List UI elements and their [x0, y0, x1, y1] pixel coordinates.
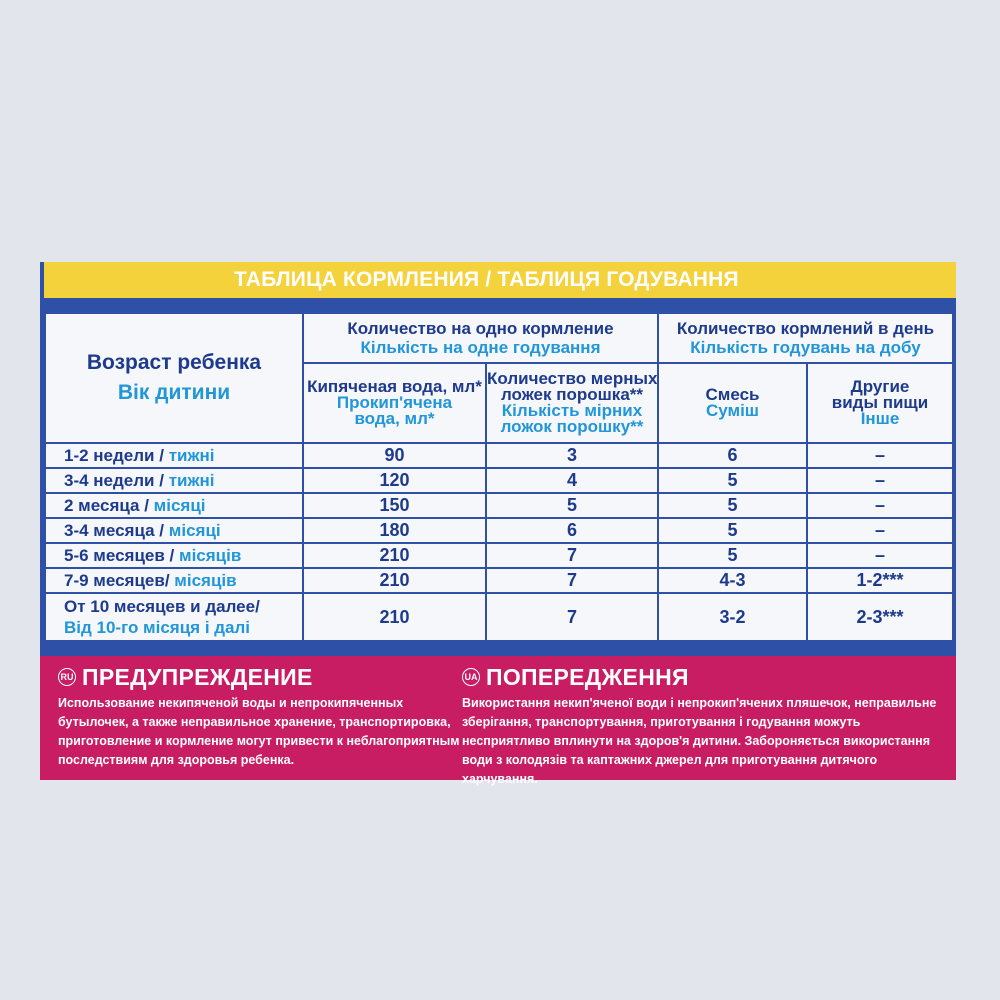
- header-scoops-ua-2: ложок порошку**: [500, 417, 644, 436]
- header-formula: [658, 363, 807, 443]
- water-cell: 210: [303, 593, 486, 641]
- scoops-cell: 4: [486, 468, 658, 493]
- warning-ru-text: Использование некипяченой воды и непрокипяченных бутылочек, а также неправильное хранение, транспортировка, приготовление и кормление могут привести к неблагоприятным последствиям для здоровья ребенка.: [58, 696, 460, 767]
- table-row: [45, 543, 953, 568]
- other-cell: –: [807, 543, 953, 568]
- header-per-feeding: [303, 313, 658, 363]
- other-cell: –: [807, 518, 953, 543]
- header-water-ua-1: Прокип'ячена: [336, 393, 453, 412]
- age-ua: місяців: [179, 545, 242, 565]
- age-ua: місяці: [168, 520, 221, 540]
- header-per-feeding-ua: Кількість на одне годування: [360, 338, 601, 357]
- formula-cell: 3-2: [658, 593, 807, 641]
- header-age-ua: Вік дитини: [117, 381, 231, 404]
- other-cell: –: [807, 443, 953, 468]
- age-cell: [45, 493, 303, 518]
- header-scoops-ua-1: Кількість мірних: [501, 401, 643, 420]
- table-title: ТАБЛИЦА КОРМЛЕНИЯ / ТАБЛИЦЯ ГОДУВАННЯ: [44, 262, 956, 298]
- header-other: [807, 363, 953, 443]
- other-cell: –: [807, 468, 953, 493]
- age-ua: тижні: [168, 470, 215, 490]
- feeding-table: [44, 312, 954, 642]
- warning-ua-title: ПОПЕРЕДЖЕННЯ: [486, 663, 689, 690]
- header-water-ua-2: вода, мл*: [354, 409, 435, 428]
- other-cell: 1-2***: [807, 568, 953, 593]
- header-other-ru-2: виды пищи: [831, 393, 929, 412]
- scoops-cell: 3: [486, 443, 658, 468]
- table-row: [45, 518, 953, 543]
- header-per-feeding-ru: Количество на одно кормление: [347, 319, 614, 338]
- header-other-ua: Інше: [860, 409, 900, 428]
- water-cell: 180: [303, 518, 486, 543]
- warning-box: [40, 656, 956, 786]
- age-ua: тижні: [168, 445, 215, 465]
- formula-cell: 4-3: [658, 568, 807, 593]
- formula-cell: 5: [658, 493, 807, 518]
- age-cell: [45, 543, 303, 568]
- age-ru: 2 месяца /: [64, 495, 154, 515]
- age-cell: [45, 518, 303, 543]
- header-per-day-ua: Кількість годувань на добу: [690, 338, 921, 357]
- formula-cell: 6: [658, 443, 807, 468]
- table-row: [45, 493, 953, 518]
- header-per-day: [658, 313, 953, 363]
- table-row: [45, 468, 953, 493]
- age-ua: Від 10-го місяця і далі: [64, 618, 251, 637]
- header-age: [45, 313, 303, 443]
- age-ru: 7-9 месяцев/: [64, 570, 175, 590]
- age-ru: От 10 месяцев и далее/: [64, 597, 260, 616]
- header-scoops: [486, 363, 658, 443]
- formula-cell: 5: [658, 518, 807, 543]
- header-per-day-ru: Количество кормлений в день: [676, 319, 935, 338]
- header-scoops-ru-1: Количество мерных: [487, 369, 658, 388]
- age-cell: [45, 568, 303, 593]
- warning-ua-text: Використання некип'яченої води і непрокип'ячених пляшечок, неправильне зберігання, транспортування, приготування і годування можуть несприятливо вплинути на здоров'я дитини. Забороняється використання води з колодязів та каптажних джерел для приготування дитячого харчування.: [462, 696, 937, 786]
- header-formula-ua: Суміш: [706, 401, 759, 420]
- water-cell: 90: [303, 443, 486, 468]
- age-cell: [45, 593, 303, 641]
- header-formula-ru: Смесь: [705, 385, 760, 404]
- age-cell: [45, 443, 303, 468]
- age-ru: 1-2 недели /: [64, 445, 169, 465]
- header-scoops-ru-2: ложек порошка**: [500, 385, 644, 404]
- age-ru: 5-6 месяцев /: [64, 545, 179, 565]
- table-row: [45, 568, 953, 593]
- water-cell: 150: [303, 493, 486, 518]
- age-ua: місяці: [153, 495, 206, 515]
- age-ru: 3-4 месяца /: [64, 520, 169, 540]
- other-cell: 2-3***: [807, 593, 953, 641]
- header-other-ru-1: Другие: [850, 377, 910, 396]
- table-row: [45, 593, 953, 641]
- other-cell: –: [807, 493, 953, 518]
- ua-badge: UA: [462, 668, 480, 686]
- scoops-cell: 6: [486, 518, 658, 543]
- age-ua: місяців: [174, 570, 237, 590]
- warning-ru-title: ПРЕДУПРЕЖДЕНИЕ: [82, 663, 313, 690]
- water-cell: 120: [303, 468, 486, 493]
- age-ru: 3-4 недели /: [64, 470, 169, 490]
- scoops-cell: 7: [486, 543, 658, 568]
- header-age-ru: Возраст ребенка: [86, 351, 262, 374]
- formula-cell: 5: [658, 468, 807, 493]
- table-row: [45, 443, 953, 468]
- header-water-ru: Кипяченая вода, мл*: [307, 377, 482, 396]
- water-cell: 210: [303, 568, 486, 593]
- header-water: [303, 363, 486, 443]
- ru-badge: RU: [58, 668, 76, 686]
- scoops-cell: 7: [486, 568, 658, 593]
- water-cell: 210: [303, 543, 486, 568]
- scoops-cell: 5: [486, 493, 658, 518]
- age-cell: [45, 468, 303, 493]
- formula-cell: 5: [658, 543, 807, 568]
- warning-ua: [462, 662, 942, 789]
- scoops-cell: 7: [486, 593, 658, 641]
- warning-ru: [58, 662, 464, 770]
